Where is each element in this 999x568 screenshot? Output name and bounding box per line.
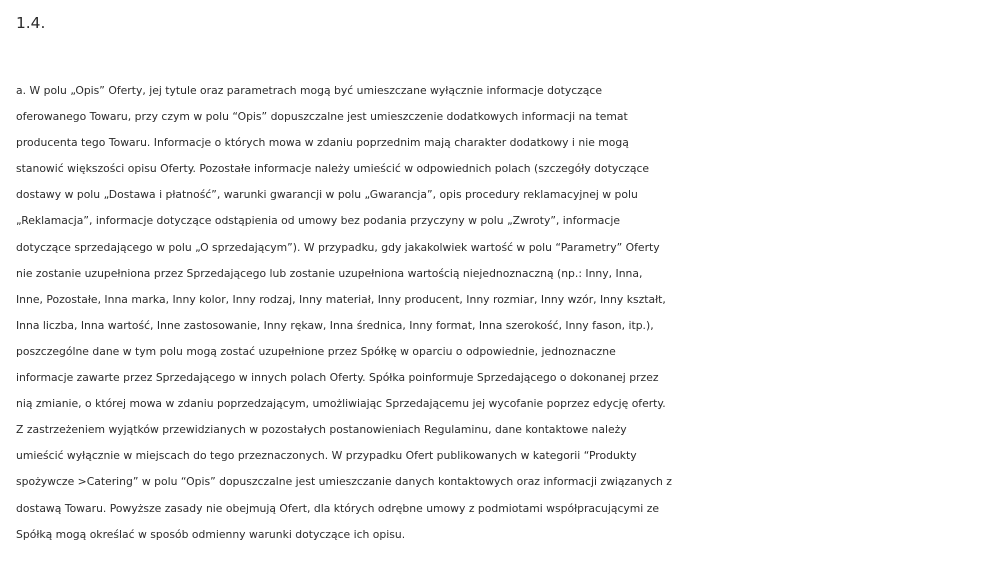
paragraph-line: oferowanego Towaru, przy czym w polu “Opis” dopuszczalne jest umieszczenie dodatkowych informacji na temat: [16, 110, 628, 124]
paragraph-line: dostawy w polu „Dostawa i płatność”, warunki gwarancji w polu „Gwarancja”, opis procedury reklamacyjnej w polu: [16, 188, 638, 202]
paragraph-line: stanowić większości opisu Oferty. Pozostałe informacje należy umieścić w odpowiednich polach (szczegóły dotyczące: [16, 162, 650, 176]
paragraph-a: [16, 78, 996, 548]
paragraph-line: producenta tego Towaru. Informacje o których mowa w zdaniu poprzednim mają charakter dodatkowy i nie mogą: [16, 136, 629, 150]
paragraph-line: dotyczące sprzedającego w polu „O sprzedającym”). W przypadku, gdy jakakolwiek wartość w polu “Parametry” Oferty: [16, 240, 660, 254]
paragraph-line: umieścić wyłącznie w miejscach do tego przeznaczonych. W przypadku Ofert publikowanych w kategorii “Produkty: [16, 449, 637, 463]
paragraph-line: Z zastrzeżeniem wyjątków przewidzianych w pozostałych postanowieniach Regulaminu, dane kontaktowe należy: [16, 423, 627, 437]
paragraph-line: Inna liczba, Inna wartość, Inne zastosowanie, Inny rękaw, Inna średnica, Inny format, Inna szerokość, Inny fason, itp.),: [16, 318, 654, 332]
paragraph-line: Inne, Pozostałe, Inna marka, Inny kolor, Inny rodzaj, Inny materiał, Inny producent, Inny rozmiar, Inny wzór, Inny kształt,: [16, 292, 666, 306]
paragraph-line: „Reklamacja”, informacje dotyczące odstąpienia od umowy bez podania przyczyny w polu „Zwroty”, informacje: [16, 214, 621, 228]
paragraph-line: nią zmianie, o której mowa w zdaniu poprzedzającym, umożliwiając Sprzedającemu jej wycofanie poprzez edycję oferty.: [16, 397, 666, 411]
paragraph-line: informacje zawarte przez Sprzedającego w innych polach Oferty. Spółka poinformuje Sprzedającego o dokonanej przez: [16, 371, 659, 385]
paragraph-line: nie zostanie uzupełniona przez Sprzedającego lub zostanie uzupełniona wartością niejednoznaczną (np.: Inny, Inna,: [16, 266, 643, 280]
paragraph-line: spożywcze >Catering” w polu “Opis” dopuszczalne jest umieszczanie danych kontaktowych oraz informacji związanych z: [16, 475, 672, 489]
document-body: [16, 10, 996, 548]
paragraph-line: a. W polu „Opis” Oferty, jej tytule oraz parametrach mogą być umieszczane wyłącznie informacje dotyczące: [16, 84, 603, 97]
paragraph-line: dostawą Towaru. Powyższe zasady nie obejmują Ofert, dla których odrębne umowy z podmiotami współpracującymi ze: [16, 501, 660, 515]
paragraph-line: Spółką mogą określać w sposób odmienny warunki dotyczące ich opisu.: [16, 527, 406, 541]
paragraph-line: poszczególne dane w tym polu mogą zostać uzupełnione przez Spółkę w oparciu o odpowiednie, jednoznaczne: [16, 344, 616, 358]
section-number: 1.4.: [16, 14, 46, 32]
